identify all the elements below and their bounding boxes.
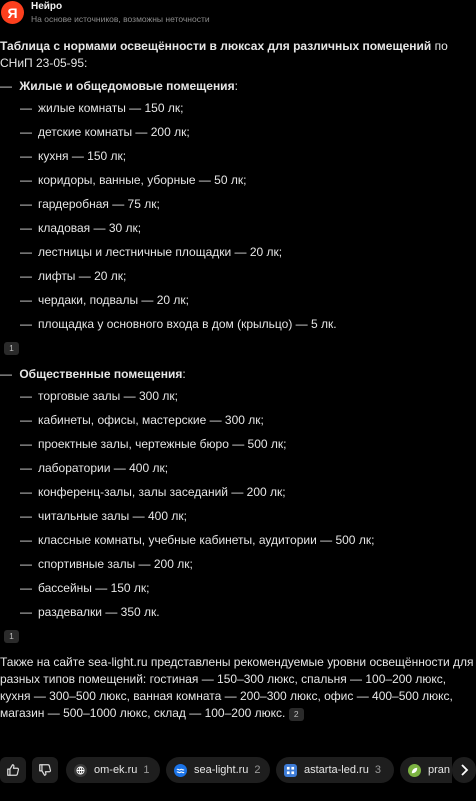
section-suffix: : xyxy=(234,79,238,93)
source-count: 3 xyxy=(374,764,381,776)
source-name: sea-light.ru xyxy=(194,764,249,776)
intro-bold: Таблица с нормами освещённости в люксах для различных помещений xyxy=(0,39,432,53)
list-item: — коридоры, ванные, уборные — 50 лк; xyxy=(20,173,247,187)
list-item: — раздевалки — 350 лк. xyxy=(20,605,160,619)
grid-icon xyxy=(284,764,297,777)
source-ref-badge[interactable]: 2 xyxy=(289,708,304,721)
thumbs-down-icon xyxy=(38,763,52,777)
list-item: — лестницы и лестничные площадки — 20 лк; xyxy=(20,245,283,259)
footer-paragraph xyxy=(0,654,476,722)
wave-icon xyxy=(174,764,187,777)
intro-rest: по СНиП 23-05-95: xyxy=(0,39,448,70)
source-name: om-ek.ru xyxy=(94,764,138,776)
chevron-right-icon xyxy=(459,764,469,776)
footer-text: Также на сайте sea-light.ru представлены рекомендуемые уровни освещённости для разных типов помещений: гостиная — 150–300 люкс, спальня — 100–200 люкс, кухня — 300–500 люкс, ванная комната — 200–300 люкс, офис — 400–500 люкс, магазин — 500–1000 люкс, склад — 100–200 люкс. xyxy=(0,655,474,720)
list-item: — конференц-залы, залы заседаний — 200 лк; xyxy=(20,485,286,499)
next-sources-button[interactable] xyxy=(452,757,476,783)
list-item: — классные комнаты, учебные кабинеты, аудитории — 500 лк; xyxy=(20,533,375,547)
app-title: Нейро xyxy=(31,1,63,12)
answer-content xyxy=(0,38,476,722)
residential-list xyxy=(0,96,476,336)
source-count: 1 xyxy=(143,764,150,776)
list-item: — детские комнаты — 200 лк; xyxy=(20,125,190,139)
app-subtitle: На основе источников, возможны неточности xyxy=(31,14,210,24)
source-ref-badge[interactable]: 1 xyxy=(4,630,19,643)
list-item: — площадка у основного входа в дом (крыльцо) — 5 лк. xyxy=(20,317,337,331)
list-item: — чердаки, подвалы — 20 лк; xyxy=(20,293,190,307)
list-item: — кухня — 150 лк; xyxy=(20,149,127,163)
section-dash: — xyxy=(0,79,12,93)
source-name: astarta-led.ru xyxy=(304,764,369,776)
list-item: — бассейны — 150 лк; xyxy=(20,581,150,595)
list-item: — лифты — 20 лк; xyxy=(20,269,127,283)
source-count: 2 xyxy=(254,764,261,776)
list-item: — лаборатории — 400 лк; xyxy=(20,461,169,475)
list-item: — торговые залы — 300 лк; xyxy=(20,389,178,403)
list-item: — проектные залы, чертежные бюро — 500 лк; xyxy=(20,437,287,451)
yandex-logo-icon: Я xyxy=(1,1,24,24)
list-item: — кабинеты, офисы, мастерские — 300 лк; xyxy=(20,413,264,427)
section-title: Жилые и общедомовые помещения xyxy=(19,79,235,93)
action-bar xyxy=(0,757,476,783)
section-title: Общественные помещения xyxy=(19,367,183,381)
list-item: — спортивные залы — 200 лк; xyxy=(20,557,193,571)
dislike-button[interactable] xyxy=(32,757,58,783)
list-item: — гардеробная — 75 лк; xyxy=(20,197,160,211)
source-chip-pran[interactable] xyxy=(400,757,452,783)
section-dash: — xyxy=(0,367,12,381)
source-ref-badge[interactable]: 1 xyxy=(4,342,19,355)
source-name: pran xyxy=(428,764,451,776)
thumbs-up-icon xyxy=(6,763,20,777)
list-item: — читальные залы — 400 лк; xyxy=(20,509,187,523)
leaf-icon xyxy=(408,764,421,777)
source-chip-sea-light[interactable] xyxy=(166,757,270,783)
list-item: — жилые комнаты — 150 лк; xyxy=(20,101,184,115)
intro-paragraph xyxy=(0,38,476,72)
section-suffix: : xyxy=(182,367,186,381)
globe-icon xyxy=(74,764,87,777)
answer-header xyxy=(0,0,476,30)
source-chip-om-ek[interactable] xyxy=(66,757,160,783)
section-heading-residential xyxy=(0,76,476,96)
public-list xyxy=(0,384,476,624)
like-button[interactable] xyxy=(0,757,26,783)
source-chip-astarta-led[interactable] xyxy=(276,757,394,783)
list-item: — кладовая — 30 лк; xyxy=(20,221,142,235)
section-heading-public xyxy=(0,364,476,384)
